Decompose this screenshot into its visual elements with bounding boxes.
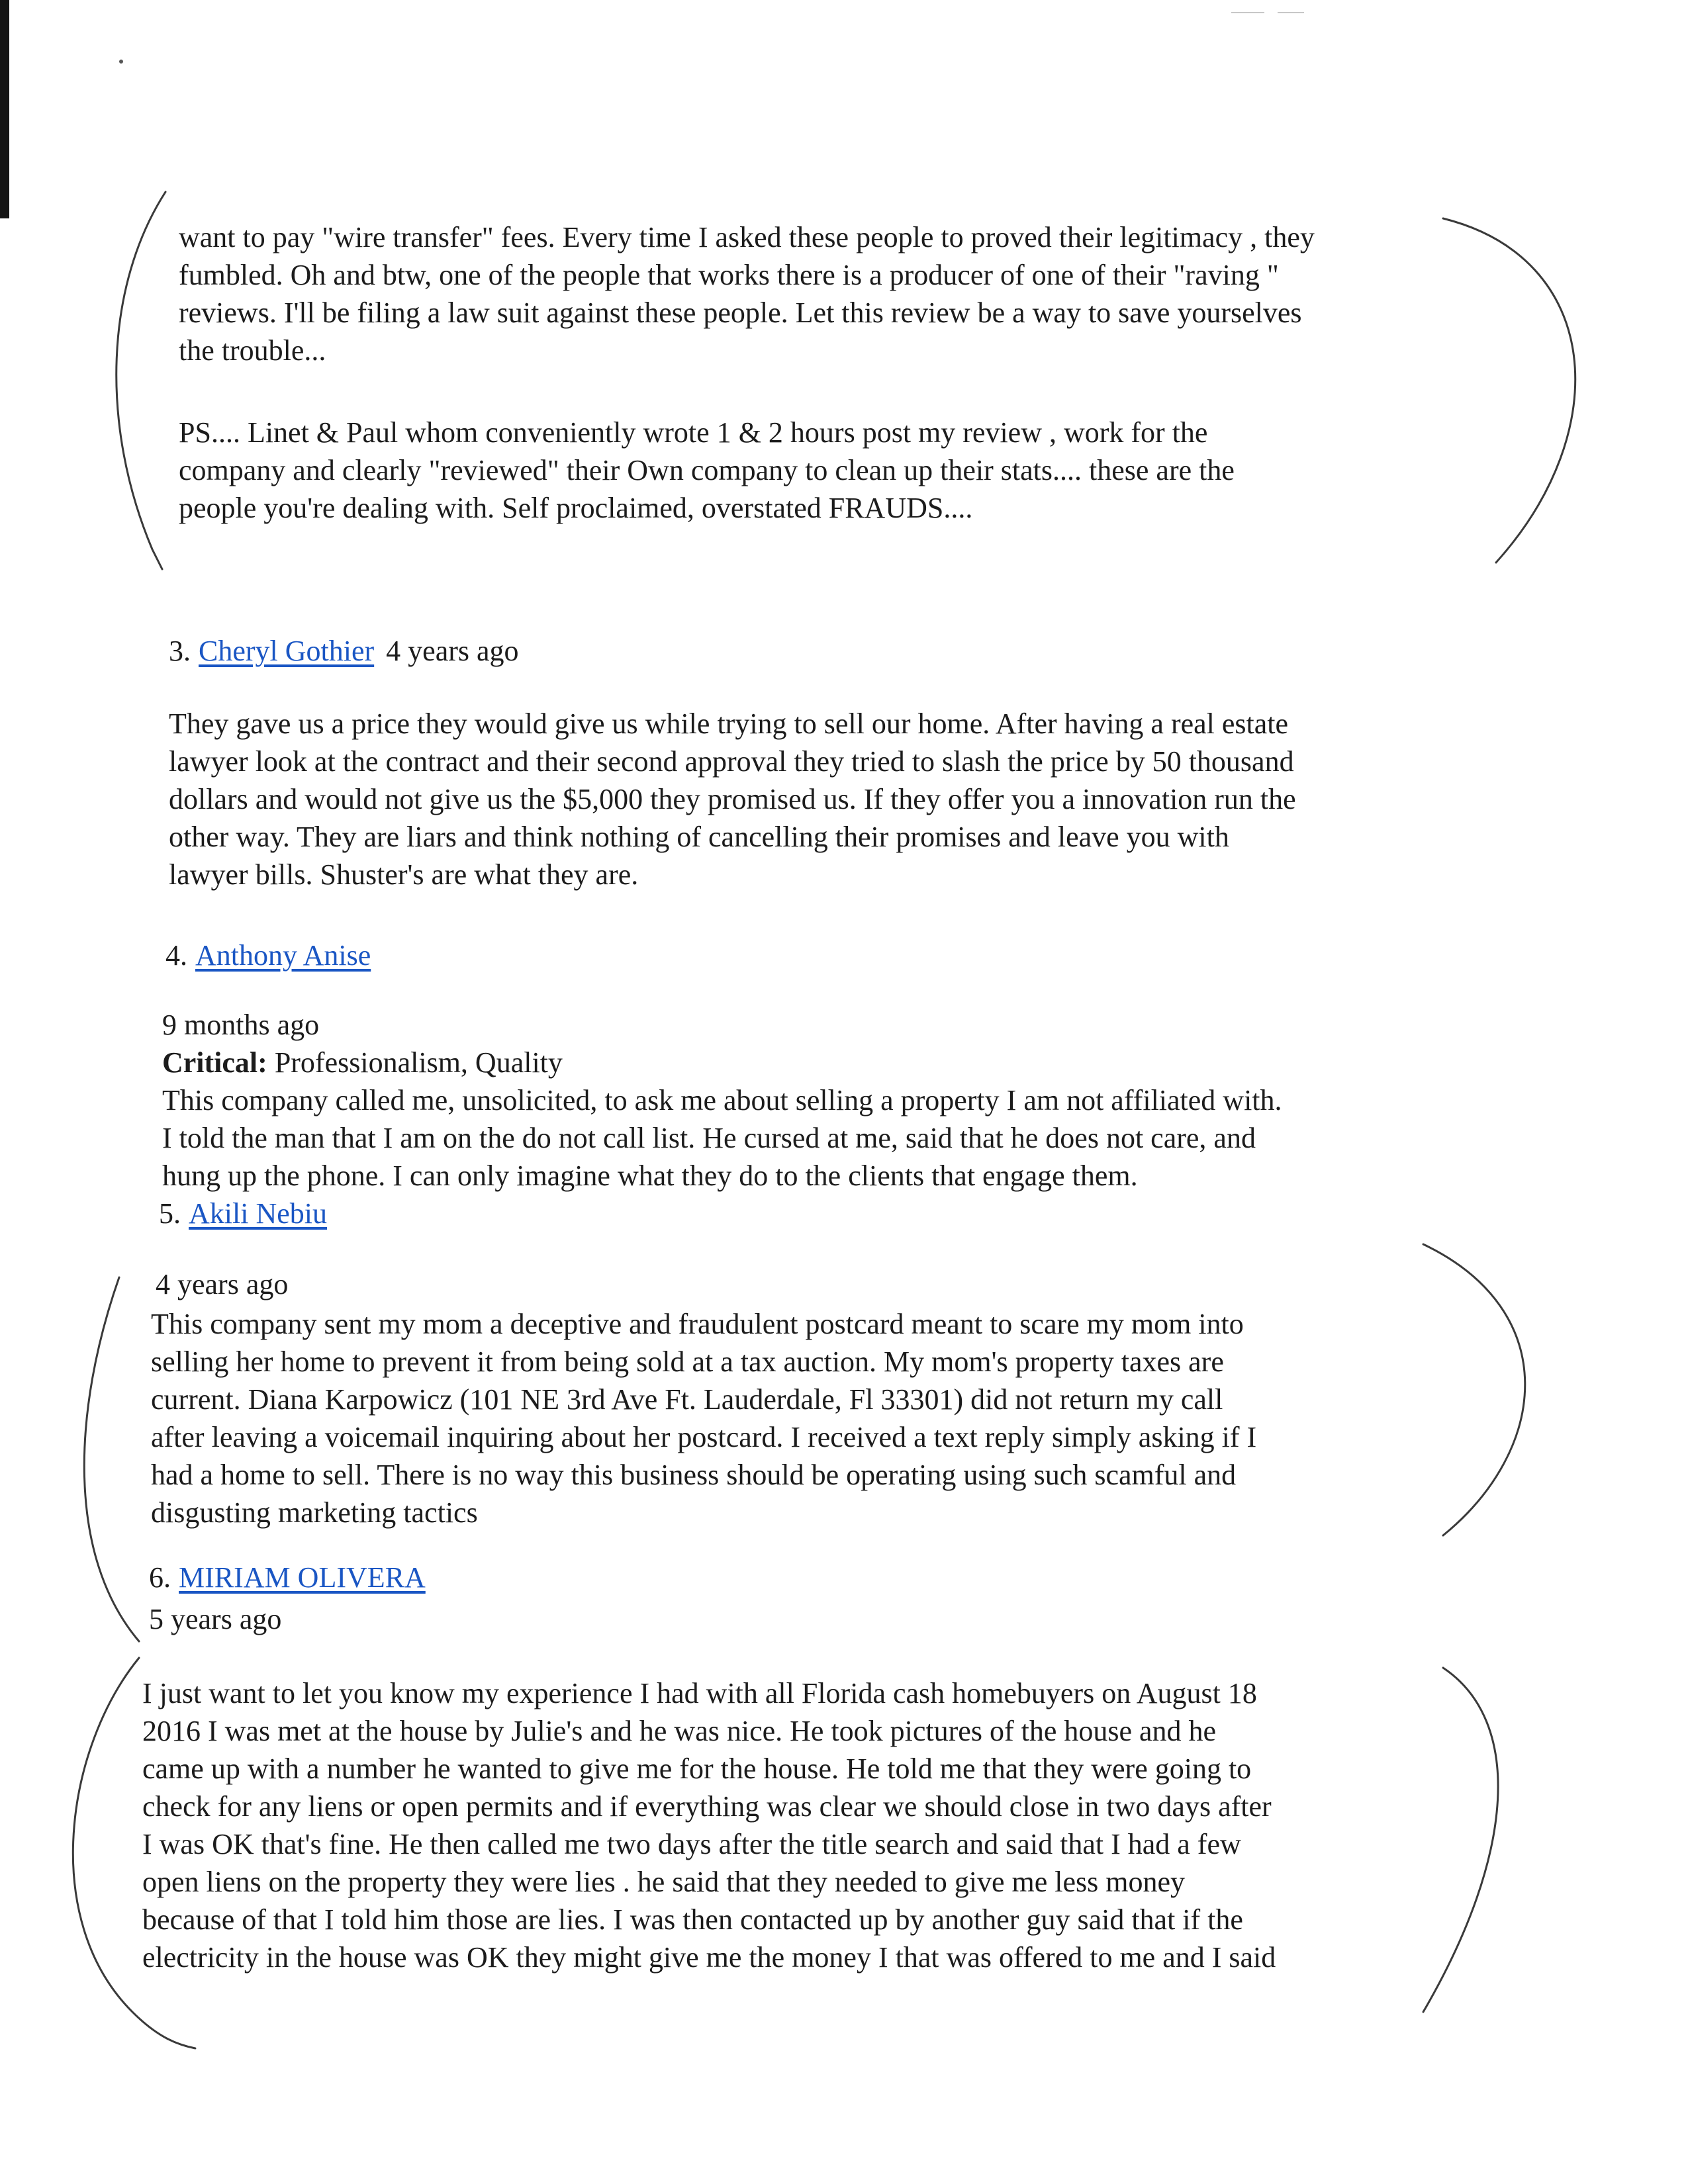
text-line: open liens on the property they were lies . he said that they needed to give me less money [142, 1866, 1185, 1898]
scan-mark [1231, 12, 1264, 13]
review-4-header [165, 936, 383, 974]
scan-speck [119, 60, 123, 64]
review-number: 6. [149, 1561, 171, 1594]
text-line: This company called me, unsolicited, to ask me about selling a property I am not affiliated with. [162, 1084, 1282, 1116]
text-line: 2016 I was met at the house by Julie's and he was nice. He took pictures of the house and he [142, 1715, 1217, 1747]
scan-mark [1278, 12, 1304, 13]
review-time: 4 years ago [156, 1268, 289, 1300]
review-time: 9 months ago [162, 1009, 320, 1041]
review-number: 4. [165, 939, 187, 972]
text-line: company and clearly "reviewed" their Own company to clean up their stats.... these are the [179, 454, 1235, 486]
text-line: came up with a number he wanted to give me for the house. He told me that they were going to [142, 1752, 1252, 1785]
text-line: lawyer look at the contract and their second approval they tried to slash the price by 50 thousand [169, 745, 1294, 778]
text-line: selling her home to prevent it from being sold at a tax auction. My mom's property taxes are [151, 1345, 1224, 1378]
reviewer-link-anthony-anise[interactable]: Anthony Anise [195, 939, 371, 972]
text-line: because of that I told him those are lies. I was then contacted up by another guy said that if the [142, 1903, 1243, 1936]
review-number: 5. [159, 1197, 181, 1230]
text-line: They gave us a price they would give us while trying to sell our home. After having a real estate [169, 707, 1289, 740]
text-line: after leaving a voicemail inquiring about her postcard. I received a text reply simply asking if I [151, 1421, 1257, 1453]
review-continuation [179, 218, 1315, 369]
text-line: current. Diana Karpowicz (101 NE 3rd Ave Ft. Lauderdale, Fl 33301) did not return my call [151, 1383, 1223, 1416]
scan-edge-shadow [0, 0, 9, 218]
review-time: 5 years ago [149, 1603, 282, 1635]
text-line: disgusting marketing tactics [151, 1496, 478, 1529]
bracket-left-top [117, 192, 165, 569]
text-line: lawyer bills. Shuster's are what they are. [169, 858, 639, 891]
bracket-right-top [1443, 218, 1575, 563]
text-line: I told the man that I am on the do not call list. He cursed at me, said that he does not care, and [162, 1122, 1256, 1154]
text-line: check for any liens or open permits and if everything was clear we should close in two days after [142, 1790, 1272, 1823]
text-line: This company sent my mom a deceptive and fraudulent postcard meant to scare my mom into [151, 1308, 1244, 1340]
reviewer-link-cheryl-gothier[interactable]: Cheryl Gothier [199, 635, 375, 667]
text-line: had a home to sell. There is no way this business should be operating using such scamful and [151, 1459, 1237, 1491]
text-line: hung up the phone. I can only imagine what they do to the clients that engage them. [162, 1160, 1138, 1192]
text-line: I was OK that's fine. He then called me two days after the title search and said that I had a few [142, 1828, 1241, 1860]
text-line: electricity in the house was OK they might give me the money I that was offered to me and I said [142, 1941, 1276, 1974]
text-line: reviews. I'll be filing a law suit against these people. Let this review be a way to save yourselves [179, 296, 1302, 329]
bracket-right-bottom [1423, 1668, 1498, 2012]
review-6-header [149, 1559, 438, 1596]
review-number: 3. [169, 635, 191, 667]
review-5-header [159, 1195, 339, 1232]
text-line: people you're dealing with. Self proclaimed, overstated FRAUDS.... [179, 492, 973, 524]
text-line: dollars and would not give us the $5,000 they promised us. If they offer you a innovation run the [169, 783, 1296, 815]
bracket-right-middle [1423, 1244, 1525, 1535]
bracket-left-middle [84, 1277, 139, 1641]
review-5-body [151, 1305, 1256, 1531]
text-line: other way. They are liars and think nothing of cancelling their promises and leave you with [169, 821, 1229, 853]
review-3-header [169, 632, 519, 670]
text-line: I just want to let you know my experience I had with all Florida cash homebuyers on August 18 [142, 1677, 1257, 1709]
text-line: the trouble... [179, 334, 326, 367]
text-line: PS.... Linet & Paul whom conveniently wrote 1 & 2 hours post my review , work for the [179, 416, 1208, 449]
critical-tags [162, 1044, 563, 1081]
review-time: 4 years ago [386, 635, 519, 667]
critical-label: Critical: [162, 1046, 267, 1079]
reviewer-link-akili-nebiu[interactable]: Akili Nebiu [189, 1197, 327, 1230]
text-line: want to pay "wire transfer" fees. Every time I asked these people to proved their legitimacy , they [179, 221, 1315, 253]
postscript-block [179, 414, 1235, 527]
review-3-body [169, 705, 1296, 893]
reviewer-link-miriam-olivera[interactable]: MIRIAM OLIVERA [179, 1561, 426, 1594]
review-6-body [142, 1674, 1276, 1976]
text-line: fumbled. Oh and btw, one of the people that works there is a producer of one of their "raving " [179, 259, 1279, 291]
review-4-body [162, 1081, 1282, 1195]
critical-value: Professionalism, Quality [274, 1046, 563, 1079]
